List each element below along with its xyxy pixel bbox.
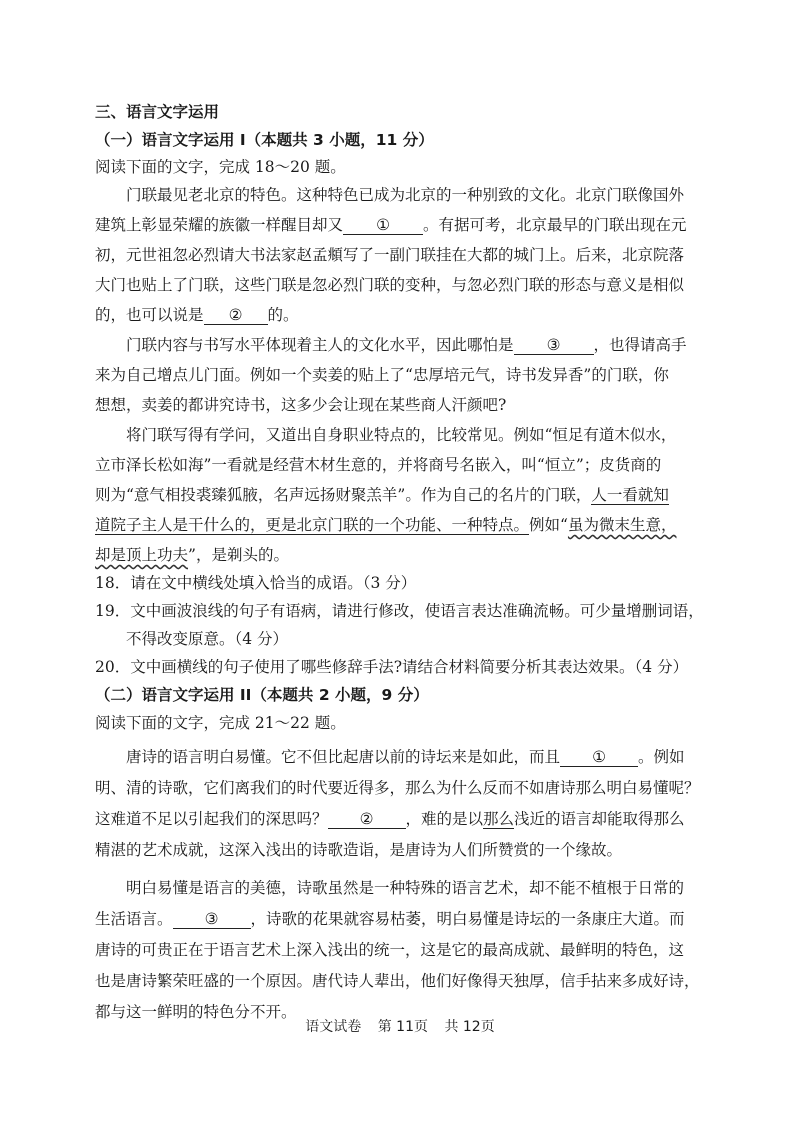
paragraph-line: 精湛的艺术成就，这深入浅出的诗歌造诣，是唐诗为人们所赞赏的一个缘故。 (95, 841, 623, 859)
paragraph-line: 想想，卖姜的都讲究诗书，这多少会让现在某些商人汗颜吧? (95, 396, 507, 414)
paragraph-line: 建筑上彰显荣耀的族徽一样醒目却又 ① 。有据可考，北京最早的门联出现在元 (95, 216, 687, 234)
blank-2: ② (204, 306, 268, 325)
footer-page: 第 11页 (377, 1019, 428, 1035)
paragraph-line: 都与这一鲜明的特色分不开。 (95, 1003, 297, 1021)
paragraph-line: 的，也可以说是 ② 的。 (95, 306, 299, 324)
paragraph-line: 门联最见老北京的特色。这种特色已成为北京的一种别致的文化。北京门联像国外 (126, 186, 685, 204)
blank-3: ③ (514, 336, 594, 355)
part1-intro: 阅读下面的文字，完成 18～20 题。 (95, 158, 346, 176)
paragraph-line: 道院子主人是干什么的，更是北京门联的一个功能、一种特点。例如“虽为微末生意， (95, 516, 677, 534)
wavy-sentence: 却是顶上功夫 (95, 546, 189, 564)
paragraph-line: 唐诗的语言明白易懂。它不但比起唐以前的诗坛来是如此，而且 ① 。例如 (126, 748, 685, 766)
question-18: 18．请在文中横线处填入恰当的成语。（3 分） (95, 574, 417, 592)
paragraph-line: 来为自己增点儿门面。例如一个卖姜的贴上了“忠厚培元气，诗书发异香”的门联，你 (95, 366, 669, 384)
question-20: 20．文中画横线的句子使用了哪些修辞手法?请结合材料简要分析其表达效果。（4 分） (95, 658, 689, 676)
question-19-cont: 不得改变原意。（4 分） (126, 630, 289, 648)
paragraph-line: 这难道不足以引起我们的深思吗？ ② ，难的是以那么浅近的语言却能取得那么 (95, 810, 685, 828)
footer-subject: 语文试卷 (305, 1019, 362, 1035)
paragraph-line: 却是顶上功夫”，是剃头的。 (95, 546, 289, 564)
footer-total: 共 12页 (444, 1019, 495, 1035)
underlined-sentence: 人一看就知 (591, 486, 669, 504)
part2-intro: 阅读下面的文字，完成 21～22 题。 (95, 714, 346, 732)
page-footer (0, 1016, 800, 1036)
paragraph-line: 立市泽长松如海”一看就是经营木材生意的，并将商号名嵌入，叫“恒立”；皮货商的 (95, 456, 662, 474)
paragraph-line: 将门联写得有学问，又道出自身职业特点的，比较常见。例如“恒足有道木似水， (126, 426, 677, 444)
paragraph-line: 明、清的诗歌，它们离我们的时代要近得多，那么为什么反而不如唐诗那么明白易懂呢？ (95, 779, 700, 797)
blank-3: ③ (173, 910, 251, 929)
question-19: 19．文中画波浪线的句子有语病，请进行修改，使语言表达准确流畅。可少量增删词语， (95, 602, 704, 620)
section-title: 三、语言文字运用 (95, 103, 220, 121)
part2-heading: （二）语言文字运用 II（本题共 2 小题，9 分） (95, 686, 429, 704)
paragraph-line: 门联内容与书写水平体现着主人的文化水平，因此哪怕是 ③ ，也得请高手 (126, 336, 687, 354)
paragraph-line: 大门也贴上了门联，这些门联是忽必烈门联的变种，与忽必烈门联的形态与意义是相似 (95, 276, 685, 294)
underlined-sentence: 道院子主人是干什么的，更是北京门联的一个功能、一种特点。 (95, 516, 530, 534)
wavy-sentence: 虽为微末生意， (567, 516, 677, 534)
blank-1: ① (343, 216, 423, 235)
paragraph-line: 生活语言。 ③ ，诗歌的花果就容易枯萎，明白易懂是诗坛的一条康庄大道。而 (95, 910, 685, 928)
paragraph-line: 唐诗的可贵正在于语言艺术上深入浅出的统一，这是它的最高成就、最鲜明的特色，这 (95, 941, 685, 959)
part1-heading: （一）语言文字运用 I（本题共 3 小题，11 分） (95, 131, 434, 149)
blank-2: ② (328, 810, 406, 829)
paragraph-line: 明白易懂是语言的美德，诗歌虽然是一种特殊的语言艺术，却不能不植根于日常的 (126, 879, 685, 897)
paragraph-line: 则为“意气相投裘臻狐腋，名声远扬财聚羔羊”。作为自己的名片的门联，人一看就知 (95, 486, 669, 504)
blank-1: ① (560, 748, 638, 767)
paragraph-line: 初，元世祖忽必烈请大书法家赵孟頫写了一副门联挂在大都的城门上。后来，北京院落 (95, 246, 685, 264)
paragraph-line: 也是唐诗繁荣旺盛的一个原因。唐代诗人辈出，他们好像得天独厚，信手拈来多成好诗， (95, 972, 700, 990)
